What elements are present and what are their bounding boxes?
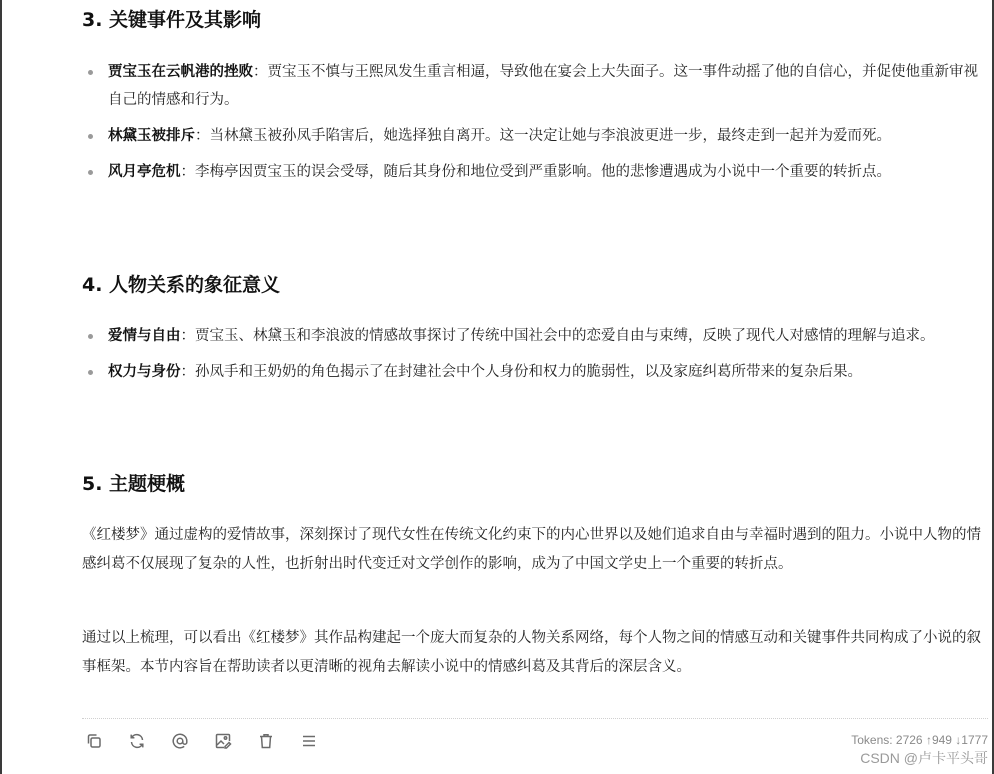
list-item <box>82 358 986 386</box>
mention-icon[interactable] <box>168 729 192 753</box>
conclusion-paragraph: 通过以上梳理，可以看出《红楼梦》其作品构建起一个庞大而复杂的人物关系网络，每个人物之间的情感互动和关键事件共同构成了小说的叙事框架。本节内容旨在帮助读者以更清晰的视角去解读小说中的情感纠葛及其背后的深层含义。 <box>82 630 981 675</box>
toolbar-divider <box>82 718 988 719</box>
delete-icon[interactable] <box>254 729 278 753</box>
message-toolbar <box>82 729 321 753</box>
section-4-list <box>82 322 986 394</box>
token-count: Tokens: 2726 ↑949 ↓1777 <box>851 733 988 747</box>
item-term: 贾宝玉在云帆港的挫败 <box>108 64 253 80</box>
item-term: 爱情与自由 <box>108 328 181 344</box>
item-text: ：贾宝玉不慎与王熙凤发生重言相逼，导致他在宴会上大失面子。这一事件动摇了他的自信心，并促使他重新审视自己的情感和行为。 <box>108 64 978 108</box>
bullet-dot <box>88 370 93 375</box>
regenerate-icon[interactable] <box>125 729 149 753</box>
item-text: ：孙凤手和王奶奶的角色揭示了在封建社会中个人身份和权力的脆弱性，以及家庭纠葛所带来的复杂后果。 <box>180 364 862 380</box>
item-text: ：李梅亭因贾宝玉的误会受辱，随后其身份和地位受到严重影响。他的悲惨遭遇成为小说中一个重要的转折点。 <box>180 164 891 180</box>
summary-paragraph: 《红楼梦》通过虚构的爱情故事，深刻探讨了现代女性在传统文化约束下的内心世界以及她们追求自由与幸福时遇到的阻力。小说中人物的情感纠葛不仅展现了复杂的人性，也折射出时代变迁对文学创作的影响，成为了中国文学史上一个重要的转折点。 <box>82 527 981 572</box>
bullet-dot <box>88 134 93 139</box>
section-3-list <box>82 58 986 194</box>
bullet-dot <box>88 170 93 175</box>
item-text: ：贾宝玉、林黛玉和李浪波的情感故事探讨了传统中国社会中的恋爱自由与束缚，反映了现代人对感情的理解与追求。 <box>180 328 935 344</box>
menu-icon[interactable] <box>297 729 321 753</box>
list-item <box>82 322 986 350</box>
section-heading-3: 3. 关键事件及其影响 <box>82 9 262 31</box>
list-item <box>82 58 986 114</box>
section-heading-4: 4. 人物关系的象征意义 <box>82 274 281 296</box>
section-heading-5: 5. 主题梗概 <box>82 473 186 495</box>
list-item <box>82 122 986 150</box>
bullet-dot <box>88 70 93 75</box>
list-item <box>82 158 986 186</box>
item-term: 权力与身份 <box>108 364 181 380</box>
image-edit-icon[interactable] <box>211 729 235 753</box>
item-term: 风月亭危机 <box>108 164 181 180</box>
bullet-dot <box>88 334 93 339</box>
item-term: 林黛玉被排斥 <box>108 128 195 144</box>
copy-icon[interactable] <box>82 729 106 753</box>
item-text: ：当林黛玉被孙凤手陷害后，她选择独自离开。这一决定让她与李浪波更进一步，最终走到一起并为爱而死。 <box>195 128 891 144</box>
watermark: CSDN @卢卡平头哥 <box>860 750 988 766</box>
